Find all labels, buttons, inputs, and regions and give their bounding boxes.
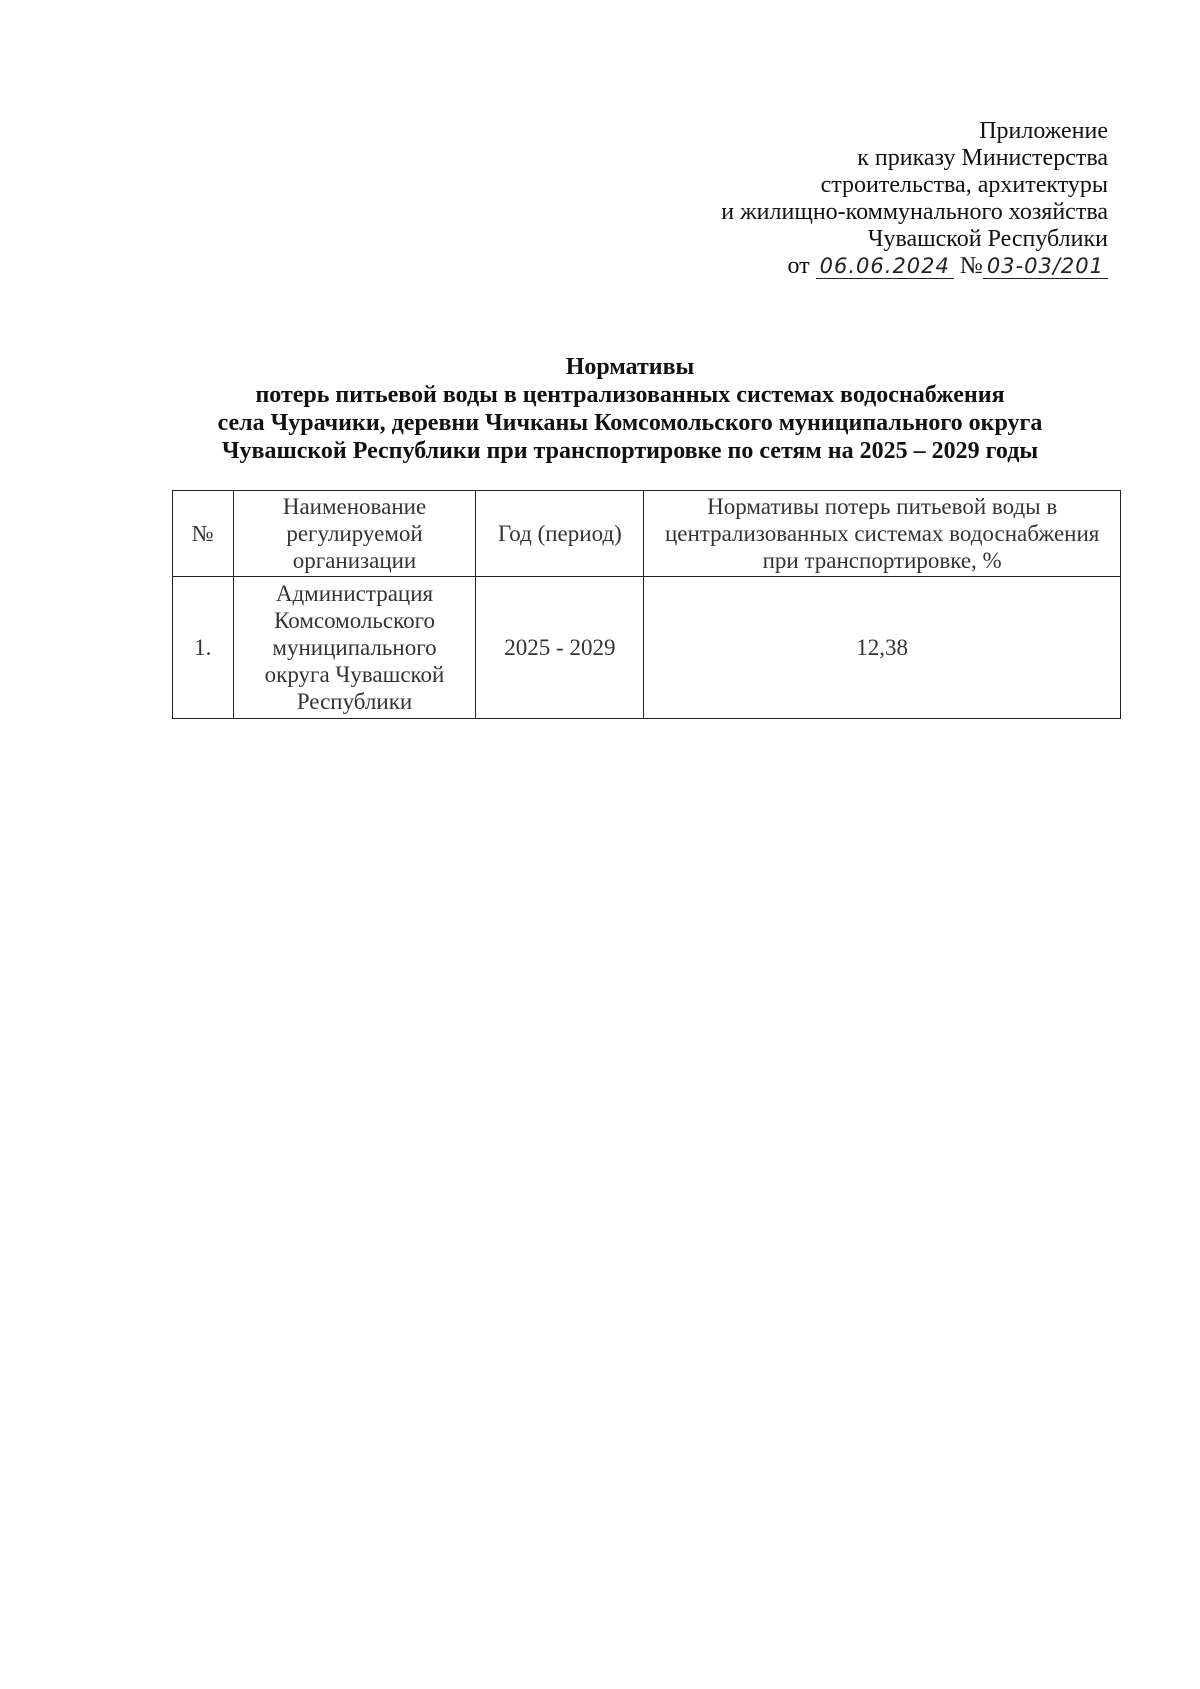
annex-line: и жилищно-коммунального хозяйства — [721, 199, 1108, 225]
handwritten-number: 03-03/201 — [983, 254, 1108, 279]
annex-date-number-line — [588, 253, 1108, 280]
handwritten-date: 06.06.2024 — [816, 254, 954, 279]
title-line: села Чурачики, деревни Чичканы Комсомольского муниципального округа — [217, 410, 1043, 436]
header-year: Год (период) — [476, 491, 644, 577]
annex-block — [588, 118, 1108, 280]
header-org: Наименование регулируемой организации — [233, 491, 476, 577]
annex-line: Чувашской Республики — [867, 226, 1108, 252]
title-line: Чувашской Республики при транспортировке по сетям на 2025 – 2029 годы — [221, 438, 1039, 464]
cell-no: 1. — [173, 577, 234, 719]
norms-table — [172, 490, 1121, 719]
table-row — [173, 577, 1121, 719]
date-prefix: от — [787, 253, 810, 279]
table-header-row — [173, 491, 1121, 577]
cell-norm: 12,38 — [644, 577, 1121, 719]
annex-line: строительства, архитектуры — [820, 172, 1108, 198]
title-heading: Нормативы — [565, 354, 695, 380]
cell-org: Администрация Комсомольского муниципального округа Чувашской Республики — [233, 577, 476, 719]
annex-line: Приложение — [979, 118, 1108, 144]
document-title — [160, 353, 1100, 465]
annex-line: к приказу Министерства — [857, 145, 1108, 171]
cell-year: 2025 - 2029 — [476, 577, 644, 719]
title-line: потерь питьевой воды в централизованных системах водоснабжения — [255, 382, 1005, 408]
header-no: № — [173, 491, 234, 577]
header-norm: Нормативы потерь питьевой воды в централизованных системах водоснабжения при транспортировке, % — [644, 491, 1121, 577]
number-prefix: № — [959, 253, 983, 279]
